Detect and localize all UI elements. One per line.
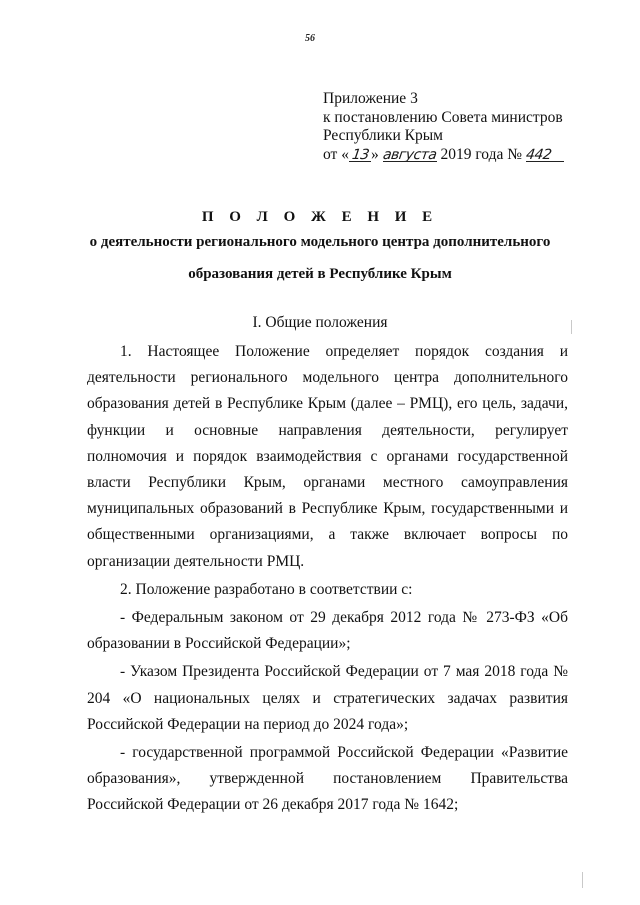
- list-item-presidential-decree: - Указом Президента Российской Федерации от 7 мая 2018 года № 204 «О национальных целях и стратегических задачах развития Российской Федерации на период до 2024 года»;: [87, 663, 568, 733]
- document-subtitle-line-2: образования детей в Республике Крым: [188, 266, 452, 282]
- annex-line-3: Республики Крым: [323, 127, 443, 144]
- annex-line-2: к постановлению Совета министров: [323, 108, 563, 126]
- date-prefix: от «: [323, 145, 349, 163]
- section-heading: I. Общие положения: [252, 314, 388, 331]
- date-suffix: 2019 года №: [440, 145, 523, 163]
- document-body: [87, 339, 568, 819]
- annex-block: [323, 90, 564, 164]
- handwritten-day: 13: [350, 146, 370, 163]
- date-mid: »: [370, 145, 379, 163]
- document-subtitle-line-1: о деятельности регионального модельного центра дополнительного: [89, 234, 551, 250]
- list-item-state-program: - государственной программой Российской Федерации «Развитие образования», утвержденной постановлением Правительства Российской Федерации от 26 декабря 2017 года № 1642;: [87, 744, 568, 814]
- list-item-federal-law: - Федеральным законом от 29 декабря 2012 года № 273-ФЗ «Об образовании в Российской Федерации»;: [87, 609, 568, 653]
- handwritten-number: 442: [526, 146, 564, 165]
- annex-date-line: [323, 146, 564, 165]
- paragraph-1: 1. Настоящее Положение определяет порядок создания и деятельности регионального модельного центра дополнительного образования детей в Республике Крым (далее – РМЦ), его цель, задачи, функции и основные направления деятельности, регулирует полномочия и порядок взаимодействия с органами государственной власти Республики Крым, органами местного самоуправления муниципальных образований в Республике Крым, государственными и общественными организациями, а также включает вопросы по организации деятельности РМЦ.: [87, 343, 568, 570]
- scan-mark: [582, 872, 583, 888]
- page-number: 56: [305, 33, 315, 44]
- scan-mark: [571, 320, 572, 334]
- annex-line-1: Приложение 3: [323, 90, 418, 107]
- handwritten-month: августа: [381, 146, 438, 163]
- paragraph-2: 2. Положение разработано в соответствии с:: [120, 580, 413, 598]
- document-title: П О Л О Ж Е Н И Е: [201, 209, 439, 225]
